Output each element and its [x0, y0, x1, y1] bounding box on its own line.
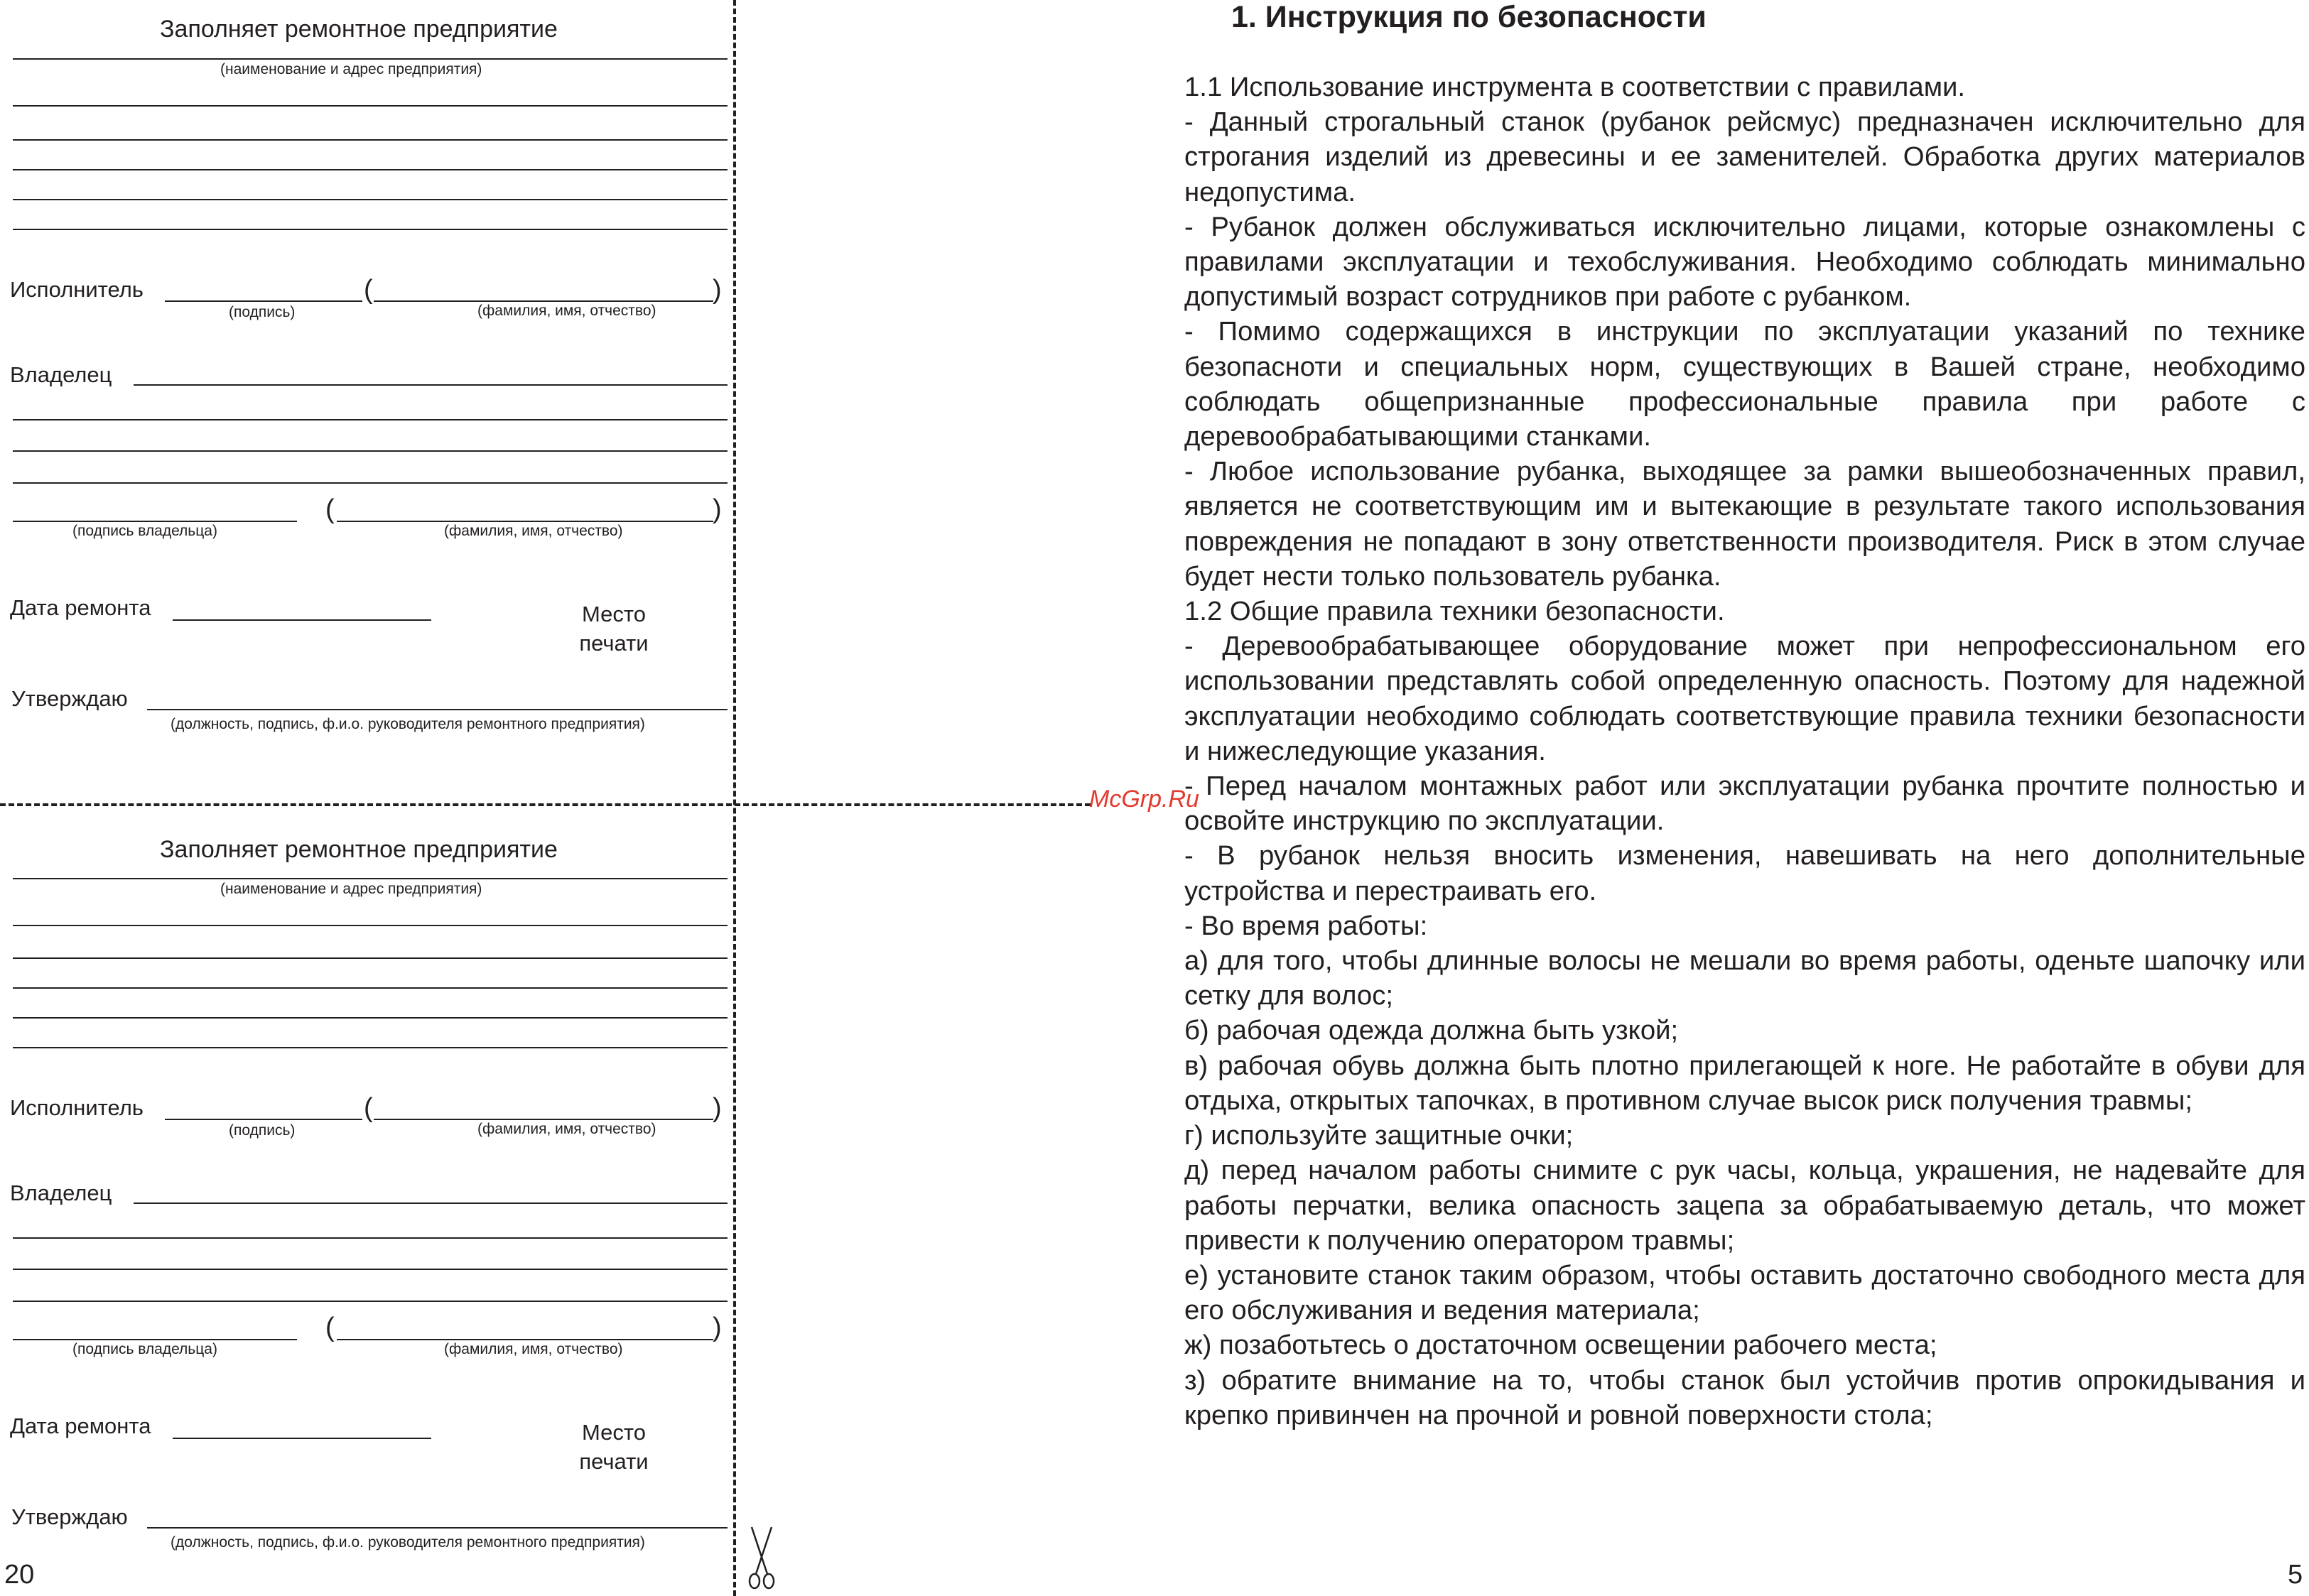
approve-line[interactable]: [147, 709, 728, 710]
paragraph: - В рубанок нельзя вносить изменения, навешивать на него дополнительные устройства и перестраивать его.: [1184, 840, 2305, 906]
form-heading: Заполняет ремонтное предприятие: [160, 836, 558, 863]
blank-line[interactable]: [13, 229, 728, 230]
blank-line[interactable]: [13, 105, 728, 107]
repair-form-2: [0, 818, 732, 1596]
enterprise-name-line[interactable]: [13, 58, 728, 60]
blank-line[interactable]: [13, 1269, 728, 1270]
repair-date-label: Дата ремонта: [10, 595, 151, 620]
owner-signature-line[interactable]: [13, 1339, 297, 1340]
repair-form-1: [0, 0, 732, 799]
close-paren: ): [713, 494, 722, 524]
paragraph: ж) позаботьтесь о достаточном освещении рабочего места;: [1184, 1330, 1937, 1361]
executor-label: Исполнитель: [10, 1095, 144, 1120]
fio-caption: (фамилия, имя, отчество): [477, 1121, 656, 1137]
cut-line-vertical: [733, 0, 736, 1596]
paragraph: - Рубанок должен обслуживаться исключительно лицами, которые ознакомлены с правилами эксплуатации и техобслуживания. Необходимо соблюдать минимально допустимый возраст сотрудников при работе с рубанком.: [1184, 211, 2305, 313]
scissors-icon: [746, 1526, 777, 1591]
open-paren: (: [364, 275, 373, 305]
executor-label: Исполнитель: [10, 277, 144, 302]
executor-fio-line[interactable]: [374, 300, 713, 302]
paragraph: г) используйте защитные очки;: [1184, 1120, 1574, 1151]
open-paren: (: [325, 1313, 335, 1342]
close-paren: ): [713, 1313, 722, 1342]
paragraph: 1.1 Использование инструмента в соответствии с правилами.: [1184, 72, 1966, 102]
stamp-line-1: Место: [581, 1420, 646, 1445]
approve-caption: (должность, подпись, ф.и.о. руководителя ремонтного предприятия): [171, 716, 645, 732]
approve-caption: (должность, подпись, ф.и.о. руководителя ремонтного предприятия): [171, 1534, 645, 1551]
open-paren: (: [364, 1093, 373, 1123]
close-paren: ): [713, 275, 722, 305]
name-address-caption: (наименование и адрес предприятия): [220, 61, 482, 77]
owner-label: Владелец: [10, 362, 112, 387]
blank-line[interactable]: [13, 1017, 728, 1019]
name-address-caption: (наименование и адрес предприятия): [220, 881, 482, 897]
paragraph: д) перед началом работы снимите с рук часы, кольца, украшения, не надевайте для работы перчатки, велика опасность зацепа за обрабатываемую деталь, что может привести к получению оператором травмы;: [1184, 1155, 2305, 1256]
page-number-right: 5: [2288, 1560, 2303, 1590]
blank-line[interactable]: [13, 139, 728, 141]
approve-label: Утверждаю: [11, 1504, 128, 1529]
repair-date-line[interactable]: [173, 619, 431, 621]
blank-line[interactable]: [13, 450, 728, 452]
stamp-line-2: печати: [579, 1449, 649, 1474]
repair-date-line[interactable]: [173, 1438, 431, 1439]
owner-fio-line[interactable]: [337, 521, 713, 522]
page-number-left: 20: [4, 1560, 35, 1590]
executor-fio-line[interactable]: [374, 1119, 713, 1120]
owner-fio-caption: (фамилия, имя, отчество): [444, 1341, 623, 1357]
close-paren: ): [713, 1093, 722, 1123]
stamp-line-2: печати: [579, 631, 649, 656]
owner-label: Владелец: [10, 1180, 112, 1205]
paragraph: - Деревообрабатывающее оборудование может при непрофессиональном его использовании представлять собой определенную опасность. Поэтому для надежной эксплуатации необходимо соблюдать соответствующие правила техники безопасности и нижеследующие указания.: [1184, 631, 2305, 766]
blank-line[interactable]: [13, 419, 728, 420]
blank-line[interactable]: [13, 1047, 728, 1048]
instructions-body: [1184, 70, 2305, 1433]
paragraph: б) рабочая одежда должна быть узкой;: [1184, 1015, 1679, 1046]
blank-line[interactable]: [13, 169, 728, 170]
paragraph: е) установите станок таким образом, чтобы оставить достаточно свободного места для его обслуживания и ведения материала;: [1184, 1259, 2305, 1326]
paragraph: - Перед началом монтажных работ или эксплуатации рубанка прочтите полностью и освойте инструкцию по эксплуатации.: [1184, 771, 2305, 837]
paragraph: 1.2 Общие правила техники безопасности.: [1184, 596, 1725, 627]
owner-signature-caption: (подпись владельца): [72, 1341, 217, 1357]
owner-signature-caption: (подпись владельца): [72, 523, 217, 539]
blank-line[interactable]: [13, 987, 728, 989]
blank-line[interactable]: [13, 1301, 728, 1302]
paragraph: - Данный строгальный станок (рубанок рейсмус) предназначен исключительно для строгания изделий из древесины и ее заменителей. Обработка других материалов недопустима.: [1184, 107, 2305, 207]
enterprise-name-line[interactable]: [13, 878, 728, 879]
approve-label: Утверждаю: [11, 686, 128, 711]
fio-caption: (фамилия, имя, отчество): [477, 303, 656, 319]
blank-line[interactable]: [13, 199, 728, 200]
blank-line[interactable]: [13, 957, 728, 959]
paragraph: - Любое использование рубанка, выходящее за рамки вышеобозначенных правил, является не соответствующим им и вытекающие в результате такого использования повреждения не попадают в зону ответственности производителя. Риск в этом случае будет нести только пользователь рубанка.: [1184, 456, 2305, 592]
blank-line[interactable]: [13, 925, 728, 926]
paragraph: з) обратите внимание на то, чтобы станок был устойчив против опрокидывания и крепко привинчен на прочной и ровной поверхности стола;: [1184, 1364, 2305, 1431]
form-heading: Заполняет ремонтное предприятие: [160, 16, 558, 43]
paragraph: - Во время работы:: [1184, 910, 1428, 941]
open-paren: (: [325, 494, 335, 524]
stamp-place: [564, 1418, 664, 1476]
blank-line[interactable]: [13, 482, 728, 484]
paragraph: а) для того, чтобы длинные волосы не мешали во время работы, оденьте шапочку или сетку для волос;: [1184, 945, 2305, 1011]
watermark: McGrp.Ru: [1089, 786, 1199, 813]
blank-line[interactable]: [13, 1237, 728, 1239]
cut-line-horizontal: [0, 803, 1091, 806]
paragraph: - Помимо содержащихся в инструкции по эксплуатации указаний по технике безопасноти и специальных норм, существующих в Вашей стране, необходимо соблюдать общепризнанные профессиональные правила при работе с деревообрабатывающими станками.: [1184, 316, 2305, 452]
stamp-place: [564, 599, 664, 658]
owner-fio-line[interactable]: [337, 1339, 713, 1340]
executor-signature-line[interactable]: [165, 300, 362, 302]
signature-caption: (подпись): [229, 304, 296, 320]
page-title: 1. Инструкция по безопасности: [1231, 0, 1707, 34]
owner-signature-line[interactable]: [13, 521, 297, 522]
owner-fio-caption: (фамилия, имя, отчество): [444, 523, 623, 539]
signature-caption: (подпись): [229, 1122, 296, 1139]
owner-line[interactable]: [134, 1203, 728, 1204]
owner-line[interactable]: [134, 384, 728, 386]
repair-date-label: Дата ремонта: [10, 1413, 151, 1438]
executor-signature-line[interactable]: [165, 1119, 362, 1120]
paragraph: в) рабочая обувь должна быть плотно прилегающей к ноге. Не работайте в обуви для отдыха, открытых тапочках, в противном случае высок риск получения травмы;: [1184, 1050, 2305, 1116]
stamp-line-1: Место: [581, 602, 646, 626]
approve-line[interactable]: [147, 1527, 728, 1529]
